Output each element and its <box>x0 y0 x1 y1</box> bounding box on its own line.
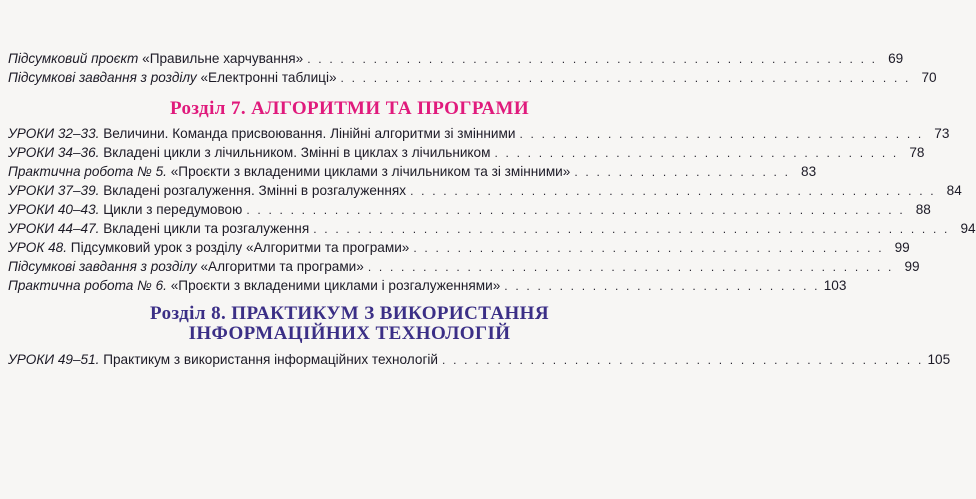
toc-entry-text <box>8 125 515 143</box>
toc-entry-label: Практична робота № 5. <box>8 164 167 179</box>
toc-entry-label: Підсумкові завдання з розділу <box>8 259 197 274</box>
toc-page-number: 105 <box>927 352 951 367</box>
toc-entry-label: УРОКИ 34–36. <box>8 145 100 160</box>
toc-entry-text <box>8 239 409 257</box>
toc-entry-title: Вкладені цикли з лічильником. Змінні в циклах з лічильником <box>103 145 491 160</box>
dot-leader: . . . . . . . . . . . . . . . . . . . . . . . . . . . . . . . . . . . . . . . . . . . . . . . . . . . . <box>340 71 911 85</box>
dot-leader: . . . . . . . . . . . . . . . . . . . . . . . . . . . . . . . . . . . . . . . . . . . . . . . . . . . . . . . . . . <box>313 222 950 236</box>
toc-page-number: 94 <box>960 221 976 236</box>
toc-entry-title: «Алгоритми та програми» <box>200 259 364 274</box>
toc-entry-label: Практична робота № 6. <box>8 278 167 293</box>
toc-entry-text <box>8 144 490 162</box>
toc-entry-lessons-37-39[interactable] <box>8 182 962 200</box>
toc-entry-text <box>8 220 309 238</box>
toc-entry-lessons-49-51[interactable] <box>8 351 951 369</box>
toc-entry-final-tasks-spreadsheets[interactable] <box>8 69 937 87</box>
toc-entry-label: УРОКИ 37–39. <box>8 183 100 198</box>
dot-leader: . . . . . . . . . . . . . . . . . . . . . . . . . . . . . . . . . . . . . . . . . . . . . . . . <box>410 184 936 198</box>
dot-leader: . . . . . . . . . . . . . . . . . . . . <box>574 165 791 179</box>
toc-entry-text <box>8 351 438 369</box>
dot-leader: . . . . . . . . . . . . . . . . . . . . . . . . . . . . . . . . . . . . . <box>519 127 924 141</box>
toc-entry-title: «Проєкти з вкладеними циклами з лічильником та зі змінними» <box>170 164 571 179</box>
toc-entry-practical-work-6[interactable] <box>8 277 847 295</box>
toc-entry-label: УРОК 48. <box>8 240 68 255</box>
toc-entry-text <box>8 201 242 219</box>
dot-leader: . . . . . . . . . . . . . . . . . . . . . . . . . . . . . . . . . . . . . . . . . . . . <box>442 353 924 367</box>
toc-entry-title: Підсумковий урок з розділу «Алгоритми та програми» <box>70 240 410 255</box>
dot-leader: . . . . . . . . . . . . . . . . . . . . . . . . . . . . . <box>504 279 820 293</box>
toc-entry-final-tasks-algorithms[interactable] <box>8 258 920 276</box>
toc-entry-label: УРОКИ 40–43. <box>8 202 100 217</box>
toc-page-number: 83 <box>801 164 817 179</box>
toc-page-number: 69 <box>888 51 904 66</box>
dot-leader: . . . . . . . . . . . . . . . . . . . . . . . . . . . . . . . . . . . . . . . . . . . <box>413 241 884 255</box>
toc-entry-lessons-34-36[interactable] <box>8 144 925 162</box>
toc-entry-title: «Електронні таблиці» <box>200 70 337 85</box>
section-7-heading: Розділ 7. АЛГОРИТМИ ТА ПРОГРАМИ <box>169 98 530 119</box>
toc-entry-lessons-40-43[interactable] <box>8 201 931 219</box>
toc-entry-lessons-32-33[interactable] <box>8 125 950 143</box>
toc-entry-lessons-44-47[interactable] <box>8 220 976 238</box>
dot-leader: . . . . . . . . . . . . . . . . . . . . . . . . . . . . . . . . . . . . . . . . . . . . . . . . . . . . . . . . . . . . <box>246 203 905 217</box>
toc-entry-label: Підсумковий проєкт <box>8 51 139 66</box>
dot-leader: . . . . . . . . . . . . . . . . . . . . . . . . . . . . . . . . . . . . . . . . . . . . . . . . . . . . <box>307 52 878 66</box>
toc-entry-title: Практикум з використання інформаційних технологій <box>103 352 439 367</box>
toc-page-number: 103 <box>823 278 847 293</box>
toc-entry-text <box>8 277 500 295</box>
toc-entry-label: УРОКИ 32–33. <box>8 126 100 141</box>
toc-page-number: 70 <box>921 70 937 85</box>
toc-page-number: 73 <box>934 126 950 141</box>
toc-entry-label: Підсумкові завдання з розділу <box>8 70 197 85</box>
toc-entry-text <box>8 258 364 276</box>
toc-entry-title: Вкладені розгалуження. Змінні в розгалуженнях <box>103 183 407 198</box>
toc-page-number: 78 <box>909 145 925 160</box>
toc-page-number: 84 <box>946 183 962 198</box>
toc-entry-title: Цикли з передумовою <box>103 202 243 217</box>
toc-page-number: 99 <box>894 240 910 255</box>
toc-entry-lesson-48[interactable] <box>8 239 910 257</box>
toc-entry-text <box>8 182 406 200</box>
toc-entry-label: УРОКИ 49–51. <box>8 352 100 367</box>
toc-page-number: 99 <box>904 259 920 274</box>
toc-entry-practical-work-5[interactable] <box>8 163 817 181</box>
toc-page-number: 88 <box>915 202 931 217</box>
toc-entry-title: «Правильне харчування» <box>142 51 304 66</box>
toc-entry-text <box>8 163 570 181</box>
dot-leader: . . . . . . . . . . . . . . . . . . . . . . . . . . . . . . . . . . . . . <box>494 146 899 160</box>
toc-entry-title: «Проєкти з вкладеними циклами і розгалуженнями» <box>170 278 501 293</box>
toc-entry-text <box>8 50 303 68</box>
section-8-heading-line-1: Розділ 8. ПРАКТИКУМ З ВИКОРИСТАННЯ <box>150 303 549 324</box>
toc-entry-label: УРОКИ 44–47. <box>8 221 100 236</box>
toc-entry-final-project[interactable] <box>8 50 904 68</box>
toc-entry-text <box>8 69 337 87</box>
toc-entry-title: Величини. Команда присвоювання. Лінійні алгоритми зі змінними <box>103 126 516 141</box>
section-8-heading-line-2: ІНФОРМАЦІЙНИХ ТЕХНОЛОГІЙ <box>188 323 511 344</box>
toc-entry-title: Вкладені цикли та розгалуження <box>103 221 310 236</box>
dot-leader: . . . . . . . . . . . . . . . . . . . . . . . . . . . . . . . . . . . . . . . . . . . . . . . . <box>367 260 894 274</box>
